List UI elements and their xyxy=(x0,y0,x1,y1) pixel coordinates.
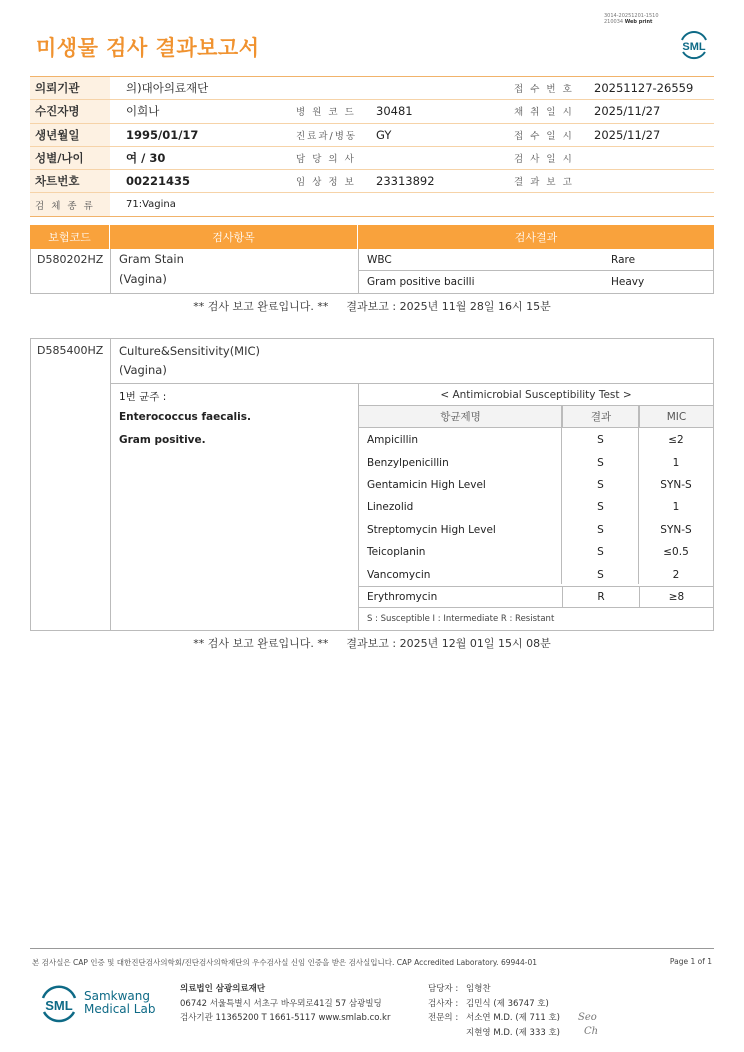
organism-name: Enterococcus faecalis. xyxy=(119,411,251,423)
drug-name: Linezolid xyxy=(367,501,414,514)
culture-block xyxy=(30,338,714,631)
drug-result: S xyxy=(597,568,604,581)
label-birthdate: 생년월일 xyxy=(30,124,110,146)
signature-2: Ch xyxy=(584,1026,599,1037)
result-value: Rare xyxy=(611,254,636,266)
patient-info-row xyxy=(30,77,714,100)
label-hospital-code: 병 원 코 드 xyxy=(280,100,366,122)
drug-mic: ≥8 xyxy=(639,587,713,607)
patient-info-row xyxy=(30,147,714,170)
patient-info-row xyxy=(30,100,714,123)
drug-name: Vancomycin xyxy=(367,568,431,581)
web-print-label: Web print xyxy=(624,19,653,25)
svg-text:SML: SML xyxy=(45,998,73,1013)
ast-header-mic: MIC xyxy=(639,406,713,427)
test-specimen: (Vagina) xyxy=(119,272,167,286)
test-specimen: (Vagina) xyxy=(119,363,167,377)
value-requester: 의)대아의료재단 xyxy=(126,81,209,96)
header-test-result: 검사결과 xyxy=(514,231,558,244)
drug-mic: ≤2 xyxy=(668,434,684,447)
value-physician xyxy=(366,147,500,169)
ast-row xyxy=(359,429,713,451)
specimen-row xyxy=(30,193,714,216)
label-collection-date: 채 취 일 시 xyxy=(500,100,580,122)
report-complete-line xyxy=(0,298,744,314)
label-requester: 의뢰기관 xyxy=(30,77,110,99)
result-table-header xyxy=(30,225,714,249)
drug-name: Ampicillin xyxy=(367,434,419,447)
staff-key xyxy=(428,1026,466,1041)
value-collection-date: 2025/11/27 xyxy=(594,104,661,119)
label-empty xyxy=(280,77,366,99)
drug-name: Benzylpenicillin xyxy=(367,456,449,469)
value-test-date xyxy=(580,147,714,169)
value-patient-name: 이희나 xyxy=(126,104,160,119)
page-number: Page 1 of 1 xyxy=(669,957,712,966)
ast-header-result: 결과 xyxy=(562,406,639,427)
drug-mic: SYN-S xyxy=(660,478,692,491)
value-birthdate: 1995/01/17 xyxy=(126,127,199,142)
report-complete-text: ** 검사 보고 완료입니다. ** xyxy=(193,300,329,313)
drug-result: S xyxy=(597,434,604,447)
label-patient-name: 수진자명 xyxy=(30,100,110,122)
drug-result: R xyxy=(562,587,639,607)
value-specimen: 71:Vagina xyxy=(126,199,176,211)
report-complete-text: ** 검사 보고 완료입니다. ** xyxy=(193,637,329,650)
ast-row xyxy=(359,563,713,585)
result-name: Gram positive bacilli xyxy=(367,276,475,288)
institution-name: 의료법인 삼광의료재단 xyxy=(180,984,266,994)
patient-info-table xyxy=(30,76,714,217)
staff-value: 서소연 M.D. (제 711 호) xyxy=(466,1013,561,1023)
test-code: D580202HZ xyxy=(37,253,104,266)
report-time-text: 결과보고 : 2025년 12월 01일 15시 08분 xyxy=(346,637,551,650)
ast-header-drug: 항균제명 xyxy=(440,411,481,424)
page-title: 미생물 검사 결과보고서 xyxy=(36,36,260,60)
label-result-report: 결 과 보 고 xyxy=(500,170,580,192)
drug-name: Streptomycin High Level xyxy=(367,523,496,536)
strain-label: 1번 균주 : xyxy=(119,391,167,403)
drug-result: S xyxy=(597,501,604,514)
staff-info xyxy=(428,982,560,1040)
value-chart-no: 00221435 xyxy=(126,174,191,189)
staff-key: 전문의 : xyxy=(428,1013,459,1023)
label-department: 진료과/병동 xyxy=(280,124,366,146)
result-value: Heavy xyxy=(611,276,645,288)
value-received-date: 2025/11/27 xyxy=(594,127,661,142)
result-row xyxy=(359,249,713,271)
result-name: WBC xyxy=(367,254,392,266)
header-test-item: 검사항목 xyxy=(110,225,358,249)
ast-header-row xyxy=(359,406,713,428)
drug-result: S xyxy=(597,546,604,559)
ast-legend: S : Susceptible I : Intermediate R : Resistant xyxy=(367,614,555,624)
value-department: GY xyxy=(376,127,392,142)
value-sex-age: 여 / 30 xyxy=(126,151,166,166)
drug-result: S xyxy=(597,456,604,469)
logo-text-line1: Samkwang xyxy=(84,989,150,1003)
footer-logo-text xyxy=(84,990,155,1016)
test-code: D585400HZ xyxy=(37,344,104,357)
print-code-line1: 3014-20251201-1510 xyxy=(604,13,659,19)
gram-stain-block xyxy=(30,249,714,294)
drug-result: S xyxy=(597,478,604,491)
staff-key: 담당자 : xyxy=(428,984,459,994)
footer-divider xyxy=(30,948,714,949)
label-accession-no: 접 수 번 호 xyxy=(500,77,580,99)
ast-title: < Antimicrobial Susceptibility Test > xyxy=(359,384,713,406)
drug-mic: 1 xyxy=(672,456,680,469)
value-hospital-code: 30481 xyxy=(376,104,413,119)
svg-text:SML: SML xyxy=(682,41,706,53)
drug-name: Gentamicin High Level xyxy=(367,478,486,491)
label-chart-no: 차트번호 xyxy=(30,170,110,192)
ast-row xyxy=(359,496,713,518)
staff-value: 임형찬 xyxy=(466,984,491,994)
result-row xyxy=(359,271,713,293)
ast-row xyxy=(359,519,713,541)
report-complete-line xyxy=(0,635,744,651)
ast-row xyxy=(359,451,713,473)
value-accession-no: 20251127-26559 xyxy=(594,81,694,96)
staff-key: 검사자 : xyxy=(428,998,459,1009)
label-specimen: 검 체 종 류 xyxy=(30,193,110,215)
label-sex-age: 성별/나이 xyxy=(30,147,110,169)
ast-row xyxy=(359,474,713,496)
samkwang-logo-icon xyxy=(38,984,80,1024)
label-test-date: 검 사 일 시 xyxy=(500,147,580,169)
value-result-report xyxy=(580,170,714,192)
drug-mic: ≤0.5 xyxy=(663,546,689,559)
report-time-text: 결과보고 : 2025년 11월 28일 16시 15분 xyxy=(346,300,551,313)
test-name: Culture&Sensitivity(MIC) xyxy=(119,344,261,358)
staff-value: 김민식 (제 36747 호) xyxy=(466,998,549,1009)
institution-address: 06742 서울특별시 서초구 바우뫼로41길 57 삼광빌딩 xyxy=(180,998,382,1009)
label-clinical-info: 임 상 정 보 xyxy=(280,170,366,192)
value-clinical-info: 23313892 xyxy=(376,174,435,189)
accreditation-note: 본 검사실은 CAP 인증 및 대한진단검사의학회/진단검사의학재단의 우수검사실 신임 인증을 받은 검사실입니다. CAP Accredited Laboratory. 69944-01 xyxy=(32,958,538,967)
ast-row xyxy=(359,541,713,563)
print-code xyxy=(604,13,659,25)
drug-name: Teicoplanin xyxy=(367,546,426,559)
drug-mic: SYN-S xyxy=(660,523,692,536)
institution-info xyxy=(180,982,390,1026)
drug-result: S xyxy=(597,523,604,536)
staff-value: 지현영 M.D. (제 333 호) xyxy=(466,1027,561,1038)
ast-row xyxy=(359,586,713,608)
signature-1: Seo xyxy=(578,1012,597,1023)
drug-mic: 1 xyxy=(672,501,680,514)
patient-info-row xyxy=(30,170,714,193)
header-insurance-code: 보험코드 xyxy=(30,225,110,249)
patient-info-row xyxy=(30,124,714,147)
institution-contact: 검사기관 11365200 T 1661-5117 www.smlab.co.kr xyxy=(180,1013,391,1023)
logo-text-line2: Medical Lab xyxy=(84,1002,156,1016)
drug-name: Erythromycin xyxy=(367,590,438,603)
value-empty xyxy=(366,77,500,99)
test-name: Gram Stain xyxy=(119,252,184,266)
gram-result: Gram positive. xyxy=(119,434,206,446)
label-physician: 담 당 의 사 xyxy=(280,147,366,169)
sml-logo-icon xyxy=(676,26,712,62)
print-code-line2: 210034 xyxy=(604,19,624,25)
drug-mic: 2 xyxy=(672,568,680,581)
label-received-date: 접 수 일 시 xyxy=(500,124,580,146)
